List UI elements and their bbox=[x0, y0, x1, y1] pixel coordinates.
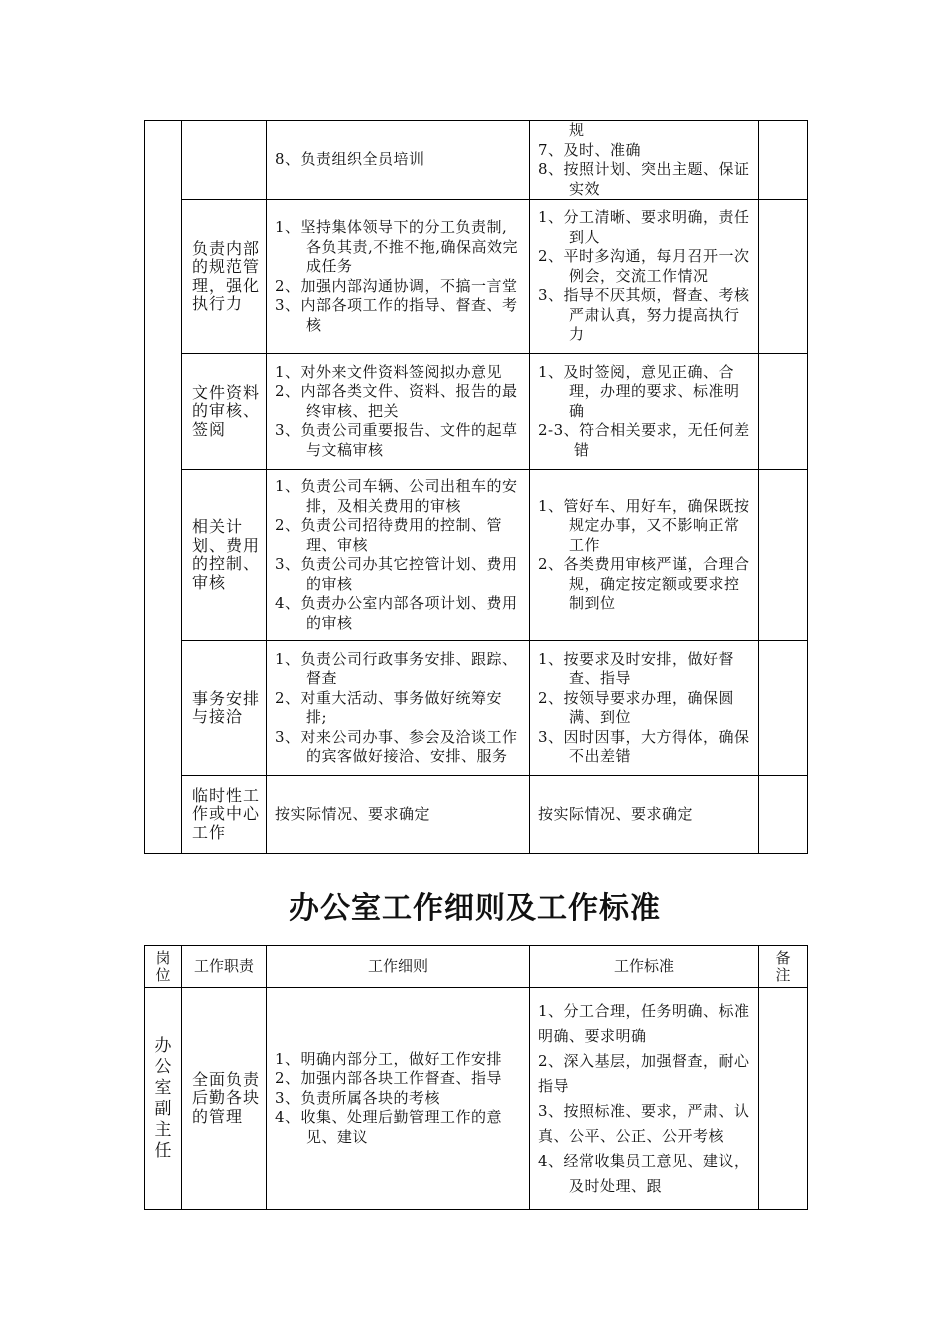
table-row bbox=[145, 121, 808, 200]
page-title: 办公室工作细则及工作标准 bbox=[289, 891, 661, 926]
remark-cell bbox=[759, 641, 808, 776]
table-row bbox=[145, 988, 808, 1210]
remark-cell bbox=[759, 121, 808, 200]
detail-cell bbox=[267, 200, 530, 354]
header-post: 岗位 bbox=[145, 946, 182, 988]
remark-cell bbox=[759, 776, 808, 854]
standard-cell bbox=[530, 988, 759, 1210]
standard-cell bbox=[530, 354, 759, 470]
list-item: 3、按照标准、要求，严肃、认真、公平、公正、公开考核 bbox=[538, 1101, 750, 1145]
list-item: 4、经常收集员工意见、建议，及时处理、跟 bbox=[538, 1151, 750, 1195]
list-item: 1、分工合理，任务明确、标准明确、要求明确 bbox=[538, 1001, 750, 1045]
duty-cell: 文件资料的审核、签阅 bbox=[182, 354, 267, 470]
table-row bbox=[145, 354, 808, 470]
list-item: 3、负责公司重要报告、文件的起草与文稿审核 bbox=[275, 421, 518, 459]
remark-cell bbox=[759, 200, 808, 354]
list-item: 3、指导不厌其烦，督查、考核严肃认真，努力提高执行力 bbox=[538, 286, 750, 344]
work-standard-table bbox=[144, 945, 808, 1210]
list-item: 3、内部各项工作的指导、督查、考核 bbox=[275, 296, 518, 334]
detail-cell bbox=[267, 641, 530, 776]
post-cell: 办公室副主任 bbox=[145, 988, 182, 1210]
list-item: 8、按照计划、突出主题、保证实效 bbox=[538, 160, 750, 198]
table-row bbox=[145, 200, 808, 354]
standard-cell bbox=[530, 641, 759, 776]
table-row bbox=[145, 470, 808, 641]
list-item: 3、对来公司办事、参会及洽谈工作的宾客做好接洽、安排、服务 bbox=[275, 727, 518, 765]
list-item: 2、各类费用审核严谨，合理合规，确定按定额或要求控制到位 bbox=[538, 555, 750, 612]
duty-table-continued bbox=[144, 120, 808, 854]
post-cell bbox=[145, 121, 182, 854]
list-item: 2、加强内部沟通协调，不搞一言堂 bbox=[275, 276, 518, 295]
header-detail: 工作细则 bbox=[267, 946, 530, 988]
table-header-row bbox=[145, 946, 808, 988]
duty-cell: 负责内部的规范管理，强化执行力 bbox=[182, 200, 267, 354]
list-item: 3、负责公司办其它控管计划、费用的审核 bbox=[275, 555, 518, 593]
detail-cell bbox=[267, 470, 530, 641]
detail-cell bbox=[267, 988, 530, 1210]
standard-cell bbox=[530, 470, 759, 641]
list-item: 1、及时签阅，意见正确、合理，办理的要求、标准明确 bbox=[538, 362, 740, 420]
list-item: 1、管好车、用好车，确保既按规定办事，又不影响正常工作 bbox=[538, 496, 750, 554]
duty-cell: 事务安排与接洽 bbox=[182, 641, 267, 776]
remark-cell bbox=[759, 470, 808, 641]
list-item: 8、负责组织全员培训 bbox=[275, 150, 425, 169]
list-item: 2、深入基层，加强督查，耐心指导 bbox=[538, 1051, 750, 1095]
list-item: 2、加强内部各块工作督查、指导 bbox=[275, 1069, 503, 1088]
detail-cell bbox=[267, 354, 530, 470]
list-item: 1、分工清晰、要求明确，责任到人 bbox=[538, 208, 750, 246]
list-item: 3、因时因事，大方得体，确保不出差错 bbox=[538, 727, 750, 765]
header-standard: 工作标准 bbox=[530, 946, 759, 988]
list-item: 规 bbox=[569, 121, 585, 139]
header-remark: 备注 bbox=[759, 946, 808, 988]
list-item: 1、按要求及时安排，做好督查、指导 bbox=[538, 649, 735, 687]
list-item: 4、负责办公室内部各项计划、费用的审核 bbox=[275, 594, 518, 632]
list-item: 1、负责公司行政事务安排、跟踪、督查 bbox=[275, 649, 518, 687]
list-item: 1、坚持集体领导下的分工负责制,各负其责,不推不拖,确保高效完成任务 bbox=[275, 218, 519, 275]
detail-cell bbox=[267, 121, 530, 200]
list-item: 1、负责公司车辆、公司出租车的安排，及相关费用的审核 bbox=[275, 477, 518, 515]
list-item: 3、负责所属各块的考核 bbox=[275, 1088, 441, 1107]
duty-cell: 临时性工作或中心工作 bbox=[182, 776, 267, 854]
duty-cell: 相关计划、费用的控制、审核 bbox=[182, 470, 267, 641]
header-duty: 工作职责 bbox=[182, 946, 267, 988]
standard-cell bbox=[530, 776, 759, 854]
duty-cell: 全面负责后勤各块的管理 bbox=[182, 988, 267, 1210]
table-row bbox=[145, 641, 808, 776]
list-item: 1、对外来文件资料签阅拟办意见 bbox=[275, 362, 503, 381]
list-item: 7、及时、准确 bbox=[538, 140, 642, 159]
list-item: 按实际情况、要求确定 bbox=[275, 804, 431, 823]
list-item: 2、按领导要求办理，确保圆满、到位 bbox=[538, 688, 735, 726]
standard-cell bbox=[530, 121, 759, 200]
remark-cell bbox=[759, 988, 808, 1210]
detail-cell bbox=[267, 776, 530, 854]
list-item: 2、内部各类文件、资料、报告的最终审核、把关 bbox=[275, 382, 518, 420]
duty-cell bbox=[182, 121, 267, 200]
standard-cell bbox=[530, 200, 759, 354]
list-item: 4、收集、处理后勤管理工作的意见、建议 bbox=[275, 1108, 503, 1146]
list-item: 2、负责公司招待费用的控制、管理、审核 bbox=[275, 516, 503, 554]
remark-cell bbox=[759, 354, 808, 470]
list-item: 按实际情况、要求确定 bbox=[538, 804, 694, 823]
list-item: 2、对重大活动、事务做好统筹安排; bbox=[275, 688, 503, 726]
table-row bbox=[145, 776, 808, 854]
list-item: 2-3、符合相关要求，无任何差错 bbox=[538, 421, 750, 459]
list-item: 2、平时多沟通，每月召开一次例会，交流工作情况 bbox=[538, 247, 750, 285]
list-item: 1、明确内部分工，做好工作安排 bbox=[275, 1049, 503, 1068]
